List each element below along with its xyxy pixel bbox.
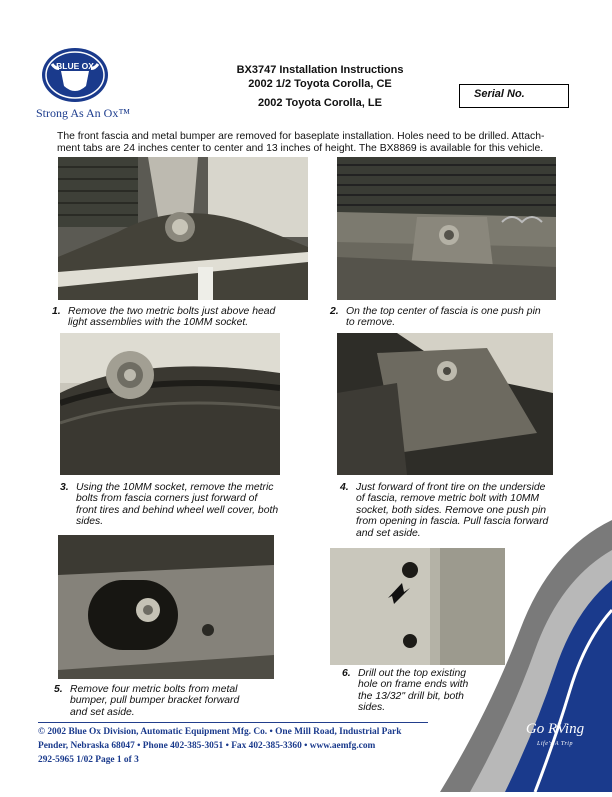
serial-label: Serial No. [474, 88, 525, 100]
photo-step-3 [60, 333, 280, 475]
step-1: 1. Remove the two metric bolts just above head light assemblies with the 10MM socket. [52, 306, 276, 329]
go-rving-subtext: Life's A Trip [537, 741, 573, 747]
photo-step-1 [58, 157, 308, 300]
step-5: 5. Remove four metric bolts from metal bumper, pull bumper bracket forward and set aside. [54, 684, 240, 718]
blue-ox-logo [40, 46, 110, 104]
footer-divider [38, 722, 428, 723]
photo-step-5 [58, 535, 274, 679]
intro-paragraph: The front fascia and metal bumper are removed for baseplate installation. Holes need to be drilled. Attach- ment tabs are 24 inches center to center and 13 inches of height. The BX8869 is available for this vehicle. [57, 131, 545, 154]
photo-step-2 [337, 157, 556, 300]
step-6: 6. Drill out the top existing hole on frame ends with the 13/32" drill bit, both sides. [342, 668, 469, 714]
photo-step-4 [337, 333, 553, 475]
svg-text:BLUE OX: BLUE OX [56, 61, 94, 71]
vehicle-line-2: 2002 Toyota Corolla, LE [258, 97, 382, 109]
go-rving-text: Go RVing [525, 721, 585, 737]
doc-title: BX3747 Installation Instructions [236, 64, 404, 76]
footer-contact: Pender, Nebraska 68047 • Phone 402-385-3051 • Fax 402-385-3360 • www.aemfg.com [38, 741, 376, 751]
tagline: Strong As An Ox™ [36, 106, 131, 120]
serial-number-box[interactable] [459, 84, 569, 108]
step-4: 4. Just forward of front tire on the underside of fascia, remove metric bolt with 10MM socket, both sides. Remove one push pin from opening in fascia. Pull fascia forward and set aside. [340, 482, 549, 539]
go-rving-badge [520, 722, 590, 752]
footer-copyright: © 2002 Blue Ox Division, Automatic Equipment Mfg. Co. • One Mill Road, Industrial Park [38, 727, 402, 737]
footer-page-info: 292-5965 1/02 Page 1 of 3 [38, 755, 139, 765]
step-2: 2. On the top center of fascia is one push pin to remove. [330, 306, 541, 329]
step-3: 3. Using the 10MM socket, remove the metric bolts from fascia corners just forward of front tires and behind wheel well cover, both sides. [60, 482, 279, 528]
vehicle-line-1: 2002 1/2 Toyota Corolla, CE [248, 78, 392, 90]
photo-step-6 [330, 548, 505, 665]
